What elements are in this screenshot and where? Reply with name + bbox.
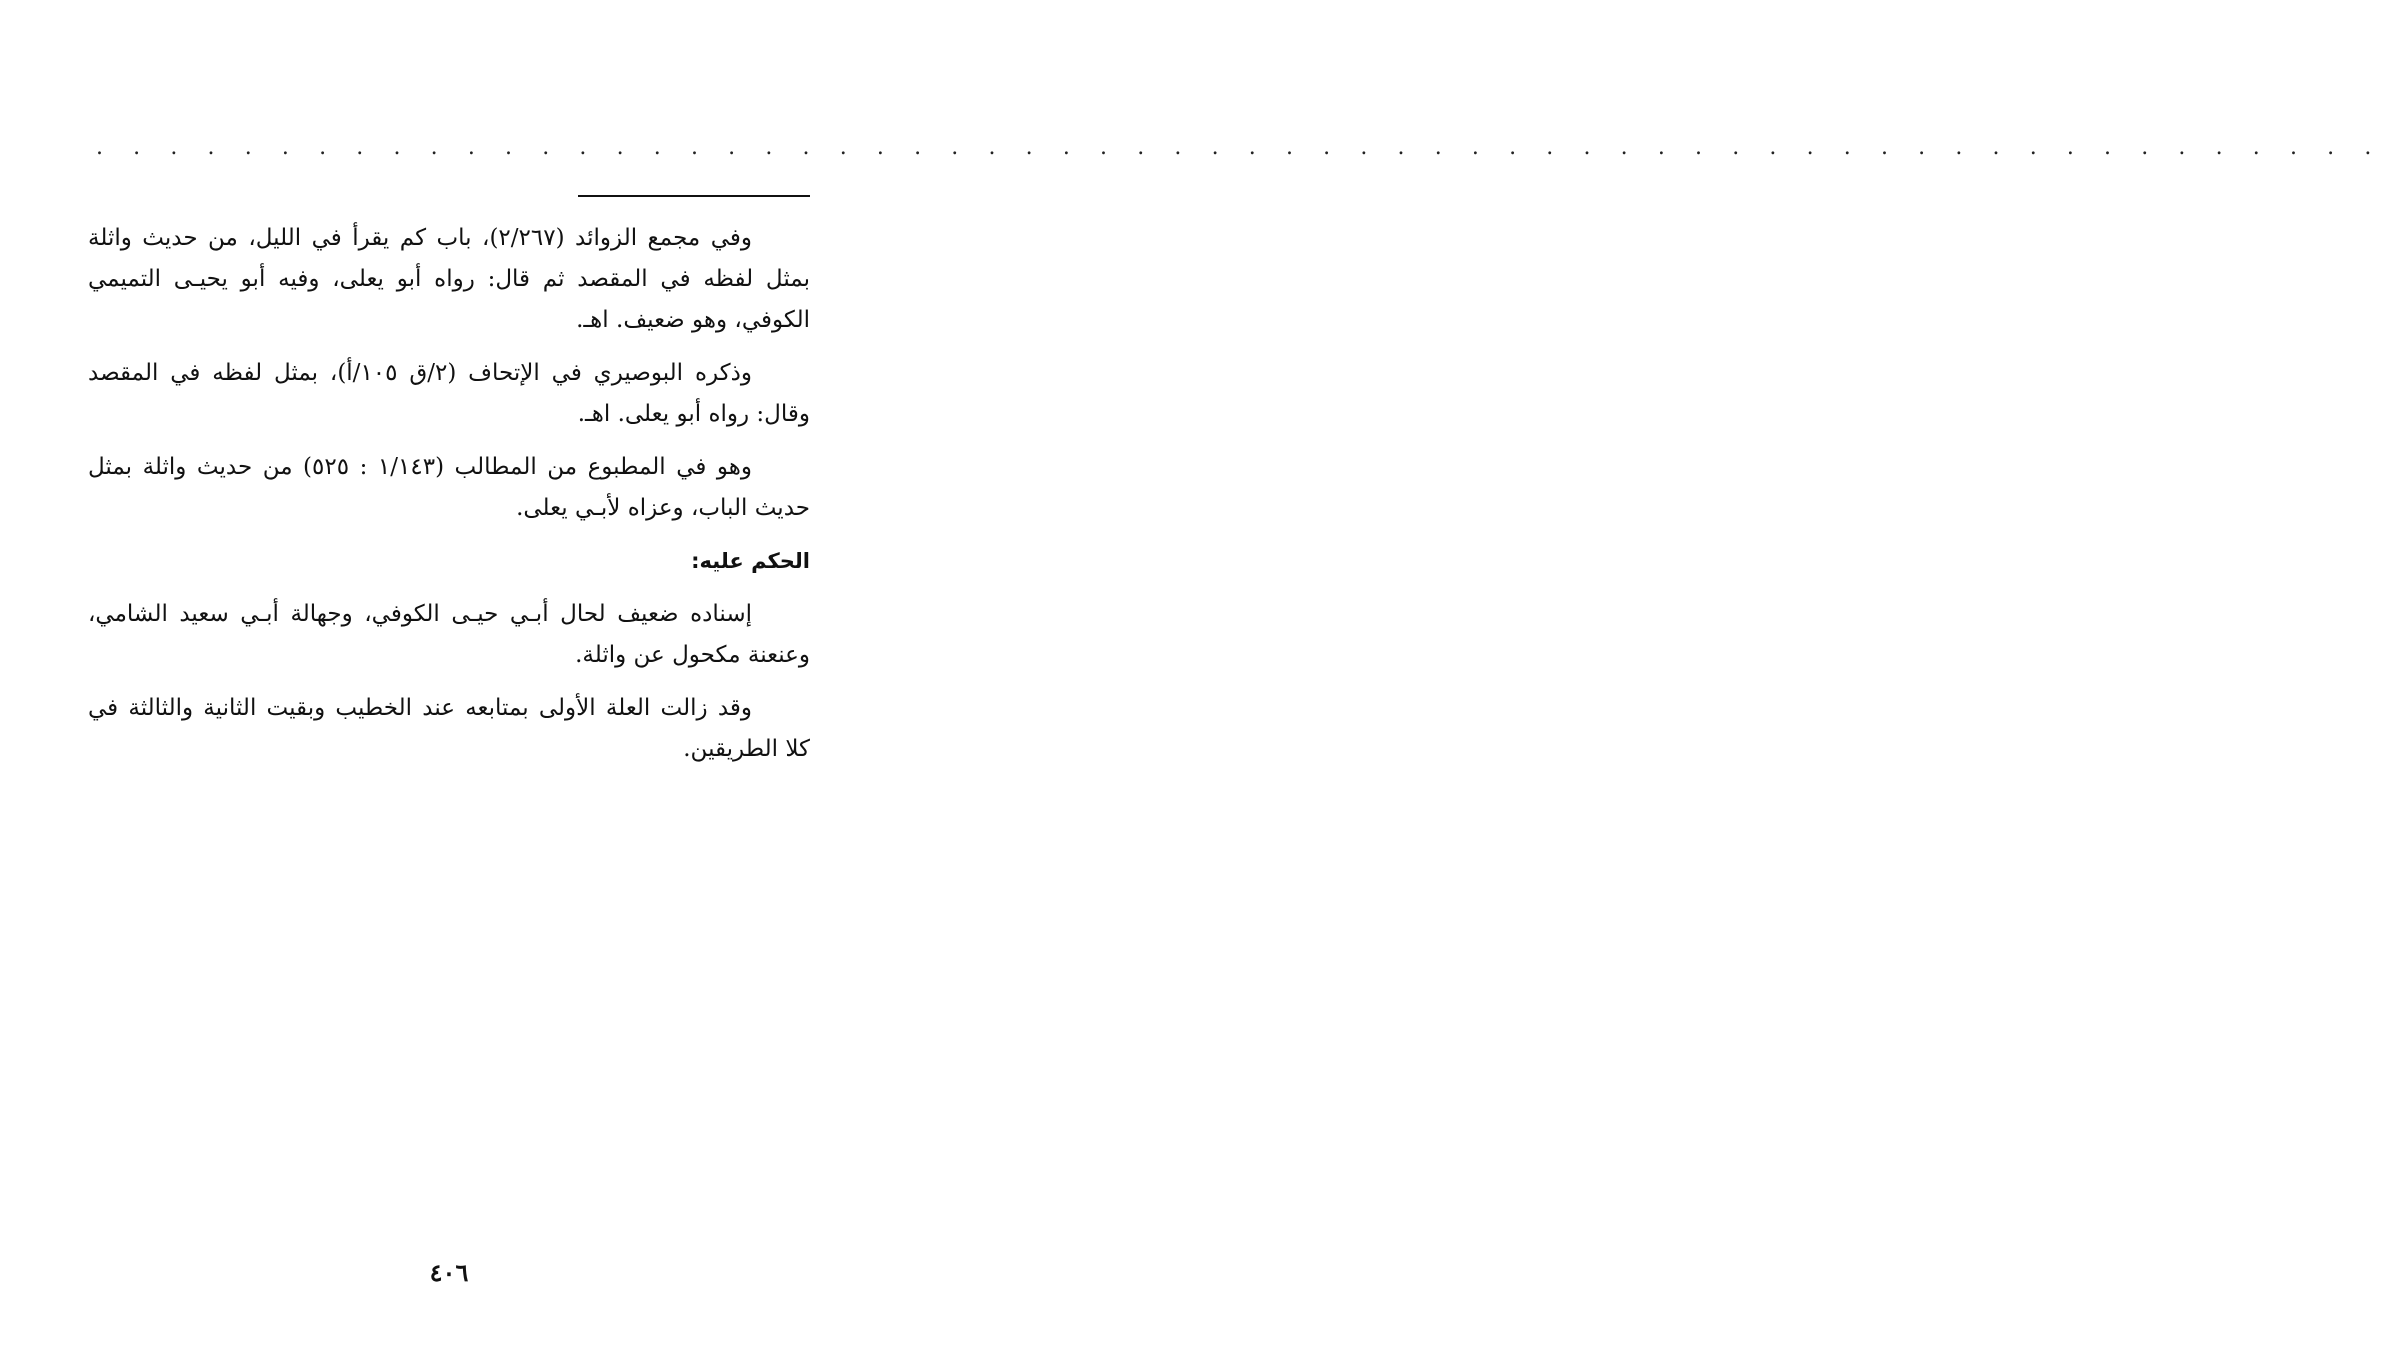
paragraph-matalib: وهو في المطبوع من المطالب (١/١٤٣ : ٥٢٥) من حديث واثلة بمثل حديث الباب، وعزاه لأبـي يعلى. bbox=[88, 454, 810, 521]
judgement-heading: الحكم عليه: bbox=[691, 549, 810, 573]
paragraph-ithaf: وذكره البوصيري في الإتحاف (٢/ق ١٠٥/أ)، بمثل لفظه في المقصد وقال: رواه أبو يعلى. اهـ. bbox=[88, 360, 810, 427]
paragraph-majma: وفي مجمع الزوائد (٢/٢٦٧)، باب كم يقرأ في الليل، من حديث واثلة بمثل لفظه في المقصد ثم قال: رواه أبو يعلى، وفيه أبو يحيـى التميمي الكوفي، وهو ضعيف. اهـ. bbox=[88, 225, 810, 333]
footnote-rule bbox=[578, 195, 810, 197]
page-number: ٤٠٦ bbox=[429, 1258, 469, 1287]
paragraph-illa: وقد زالت العلة الأولى بمتابعه عند الخطيب وبقيت الثانية والثالثة في كلا الطريقين. bbox=[88, 695, 810, 762]
paragraph-isnad: إسناده ضعيف لحال أبـي حيـى الكوفي، وجهالة أبـي سعيد الشامي، وعنعنة مكحول عن واثلة. bbox=[88, 601, 810, 668]
dotted-separator: . . . . . . . . . . . . . . . . . . . . . . . . . . . . . . . . . . . . . . . . . . . . . . . . . . . . . . . . . . . . . . bbox=[96, 135, 2383, 160]
footnote-text bbox=[88, 218, 810, 782]
